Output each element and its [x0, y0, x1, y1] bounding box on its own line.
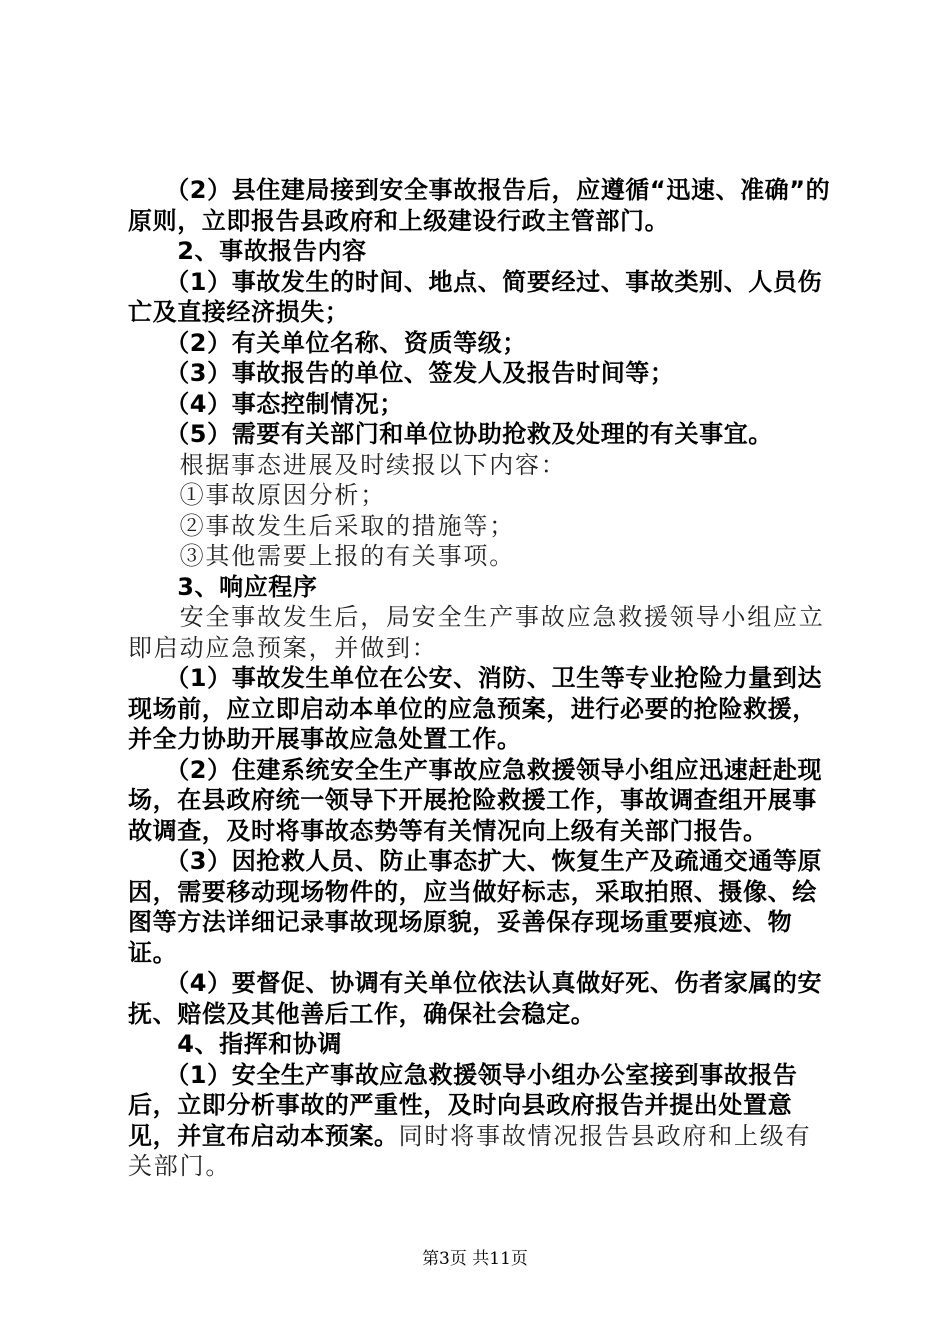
heading-report-content: 2、事故报告内容 — [128, 237, 367, 265]
paragraph-office-response-tail: 同时将事故情况报告县政府和上级有关部门。 — [128, 1121, 812, 1180]
list-item-measures-taken: ②事故发生后采取的措施等； — [128, 511, 515, 540]
list-item-situation-control: （4）事态控制情况； — [128, 389, 404, 418]
paragraph-office-response-main: （1）安全生产事故应急救援领导小组办公室接到事故报告后，立即分析事故的严重性，及时向县政府报告并提出处置意见，并宣布启动本预案。 — [128, 1060, 798, 1150]
list-item-aftermath: （4）要督促、协调有关单位依法认真做好死、伤者家属的安抚、赔偿及其他善后工作，确保社会稳定。 — [128, 969, 823, 1028]
heading-response-procedure: 3、响应程序 — [128, 572, 318, 601]
paragraph-report-principle: （2）县住建局接到安全事故报告后，应遵循“迅速、准确”的原则，立即报告县政府和上级建设行政主管部门。 — [128, 176, 831, 235]
list-item-unit-qualification: （2）有关单位名称、资质等级； — [128, 328, 527, 357]
paragraph-response-intro: 安全事故发生后，局安全生产事故应急救援领导小组应立即启动应急预案，并做到： — [128, 603, 825, 662]
paragraph-follow-up-intro: 根据事态进展及时续报以下内容： — [128, 450, 567, 479]
list-item-leading-group: （2）住建系统安全生产事故应急救援领导小组应迅速赶赴现场，在县政府统一领导下开展抢险救援工作，事故调查组开展事故调查，及时将事故态势等有关情况向上级有关部门报告。 — [128, 755, 823, 845]
list-item-time-location: （1）事故发生的时间、地点、简要经过、事故类别、人员伤亡及直接经济损失； — [128, 267, 823, 326]
list-item-reporting-unit: （3）事故报告的单位、签发人及报告时间等； — [128, 359, 675, 387]
list-item-on-site-rescue: （1）事故发生单位在公安、消防、卫生等专业抢险力量到达现场前，应立即启动本单位的应急预案，进行必要的抢险救援，并全力协助开展事故应急处置工作。 — [128, 664, 823, 753]
list-item-cause-analysis: ①事故原因分析； — [128, 481, 386, 509]
paragraph-office-response — [128, 1060, 833, 1182]
list-item-assistance-needed: （5）需要有关部门和单位协助抢救及处理的有关事宜。 — [128, 420, 773, 448]
list-item-scene-preservation: （3）因抢救人员、防止事态扩大、恢复生产及疏通交通等原因，需要移动现场物件的，应当做好标志，采取拍照、摄像、绘图等方法详细记录事故现场原貌，妥善保存现场重要痕迹、物证。 — [128, 847, 823, 967]
heading-command-coordination: 4、指挥和协调 — [128, 1030, 343, 1058]
list-item-other-matters: ③其他需要上报的有关事项。 — [128, 542, 515, 570]
document-body — [128, 175, 833, 1182]
page-footer: 第3页 共11页 — [422, 1249, 528, 1269]
